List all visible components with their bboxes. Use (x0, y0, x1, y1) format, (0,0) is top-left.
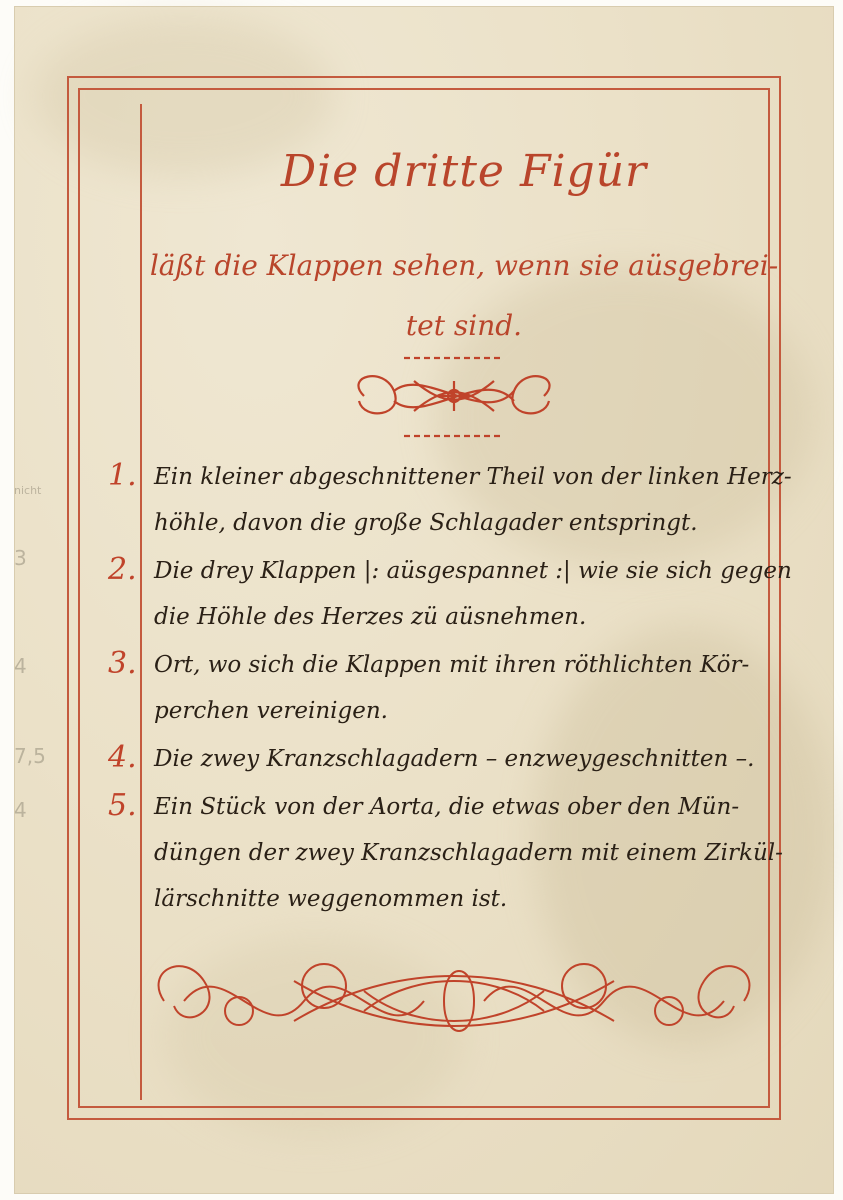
legend-item (100, 642, 780, 734)
pencil-mark: nicht (14, 484, 42, 497)
legend-item (100, 454, 792, 546)
item-text-line: düngen der zwey Kranzschlagadern mit einem Zirkül- (154, 840, 783, 866)
pencil-mark: 7,5 (14, 744, 46, 768)
item-text-line: die Höhle des Herzes zü aüsnehmen. (154, 604, 587, 630)
legend-list (100, 454, 792, 924)
pencil-mark: 4 (14, 654, 27, 678)
item-text-line: Ort, wo sich die Klappen mit ihren röthlichten Kör- (154, 652, 750, 678)
item-text-line: Die drey Klappen |: aüsgespannet :| wie sie sich gegen (154, 558, 792, 584)
manuscript-page (14, 6, 834, 1194)
item-number: 5. (108, 788, 137, 823)
item-text-line: Ein Stück von der Aorta, die etwas ober den Mün- (154, 794, 740, 820)
pencil-mark: 3 (14, 546, 27, 570)
title-line-1: Die dritte Figür (280, 146, 648, 197)
legend-item (100, 736, 780, 782)
item-text-line: Ein kleiner abgeschnittener Theil von der linken Herz- (154, 464, 792, 490)
item-text-line: höhle, davon die große Schlagader entspringt. (154, 510, 698, 536)
title-flourish (334, 346, 574, 446)
item-number: 4. (108, 740, 137, 775)
legend-item (100, 784, 783, 922)
title-line-2: läßt die Klappen sehen, wenn sie aüsgebrei- (149, 249, 779, 282)
bottom-flourish (144, 941, 764, 1071)
pencil-mark: 4 (14, 798, 27, 822)
title-line-3: tet sind. (405, 309, 523, 342)
item-number: 3. (108, 646, 137, 681)
item-number: 2. (108, 552, 137, 587)
item-text-line: Die zwey Kranzschlagadern – enzweygeschnitten –. (154, 746, 755, 772)
item-number: 1. (108, 458, 137, 493)
item-text-line: perchen vereinigen. (154, 698, 388, 724)
legend-item (100, 548, 792, 640)
item-text-line: lärschnitte weggenommen ist. (154, 886, 508, 912)
